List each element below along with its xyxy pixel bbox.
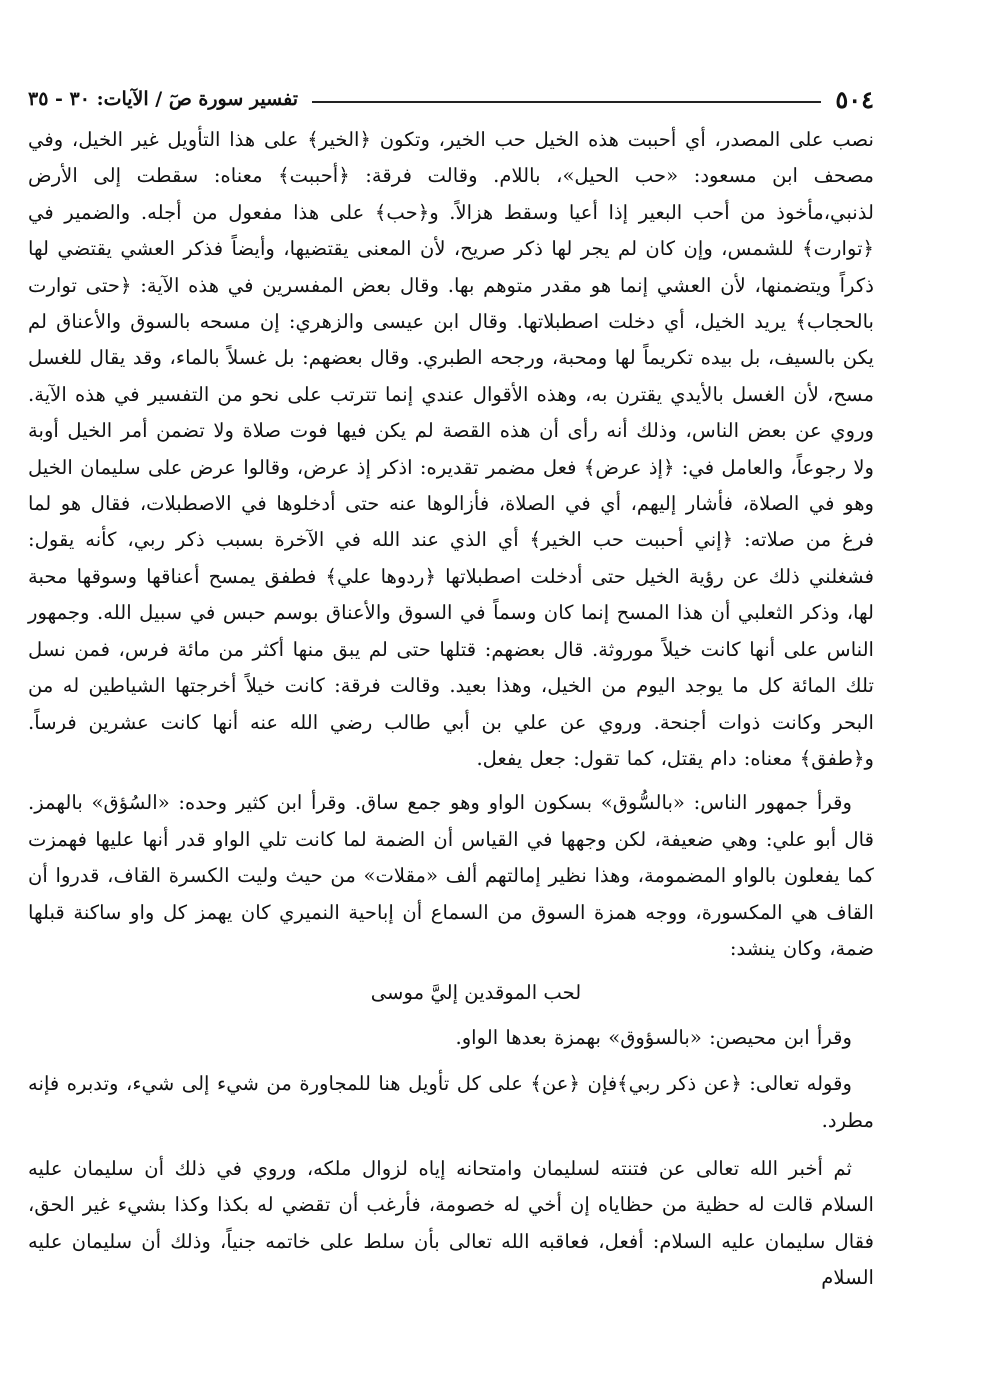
paragraph-3: وقرأ ابن محيصن: «بالسؤوق» بهمزة بعدها الواو. <box>455 1025 852 1049</box>
book-page <box>28 78 874 1297</box>
paragraph-5: ثم أخبر الله تعالى عن فتنته لسليمان وامتحانه إياه لزوال ملكه، وروي في ذلك أن سليمان عليه السلام قالت له حظية من حظاياه إن أخي له خصومة، فأرغب أن تقضي له بكذا وكذا بشيء غير الحق، فقال سليمان عليه السلام: أفعل، فعاقبه الله تعالى بأن سلط على خاتمه جنياً، وذلك أن سليمان عليه السلام <box>28 1156 874 1290</box>
paragraph-1: نصب على المصدر، أي أحببت هذه الخيل حب الخير، وتكون ﴿الخير﴾ على هذا التأويل غير الخيل، وفي مصحف ابن مسعود: «حب الحيل»، باللام. وقالت فرقة: ﴿أحببت﴾ معناه: سقطت إلى الأرض لذنبي،مأخوذ من أحب البعير إذا أعيا وسقط هزالاً. و﴿حب﴾ على هذا مفعول من أجله. والضمير في ﴿توارت﴾ للشمس، وإن كان لم يجر لها ذكر صريح، لأن المعنى يقتضيها، وأيضاً فذكر العشي يقتضي لها ذكراً ويتضمنها، لأن العشي إنما هو مقدر متوهم بها. وقال بعض المفسرين في هذه الآية: ﴿حتى توارت بالحجاب﴾ يريد الخيل، أي دخلت اصطبلاتها. وقال ابن عيسى والزهري: إن مسحه بالسوق والأعناق لم يكن بالسيف، بل بيده تكريماً لها ومحبة، ورجحه الطبري. وقال بعضهم: بل غسلاً بالماء، وقد يقال للغسل مسح، لأن الغسل بالأيدي يقترن به، وهذه الأقوال عندي إنما تترتب على نحو من التفسير في هذه الآية. وروي عن بعض الناس، وذلك أنه رأى أن هذه القصة لم يكن فيها فوت صلاة ولا تضمن أمر الخيل أوبة ولا رجوعاً، والعامل في: ﴿إذ عرض﴾ فعل مضمر تقديره: اذكر إذ عرض، وقالوا عرض على سليمان الخيل وهو في الصلاة، فأشار إليهم، أي في الصلاة، فأزالوها عنه حتى أدخلوها في الاصطبلات، فقال هو لما فرغ من صلاته: ﴿إني أحببت حب الخير﴾ أي الذي عند الله في الآخرة بسبب ذكر ربي، كأنه يقول: فشغلني ذلك عن رؤية الخيل حتى أدخلت اصطبلاتها ﴿ردوها علي﴾ فطفق يمسح أعناقها وسوقها محبة لها، وذكر الثعلبي أن هذا المسح إنما كان وسماً في السوق والأعناق بوسم حبس في سبيل الله. وجمهور الناس على أنها كانت خيلاً موروثة. قال بعضهم: قتلها حتى لم يبق منها أكثر من مائة فرس، فمن نسل تلك المائة كل ما يوجد اليوم من الخيل، وهذا بعيد. وقالت فرقة: كانت خيلاً أخرجتها الشياطين له من البحر وكانت ذوات أجنحة. وروي عن علي بن أبي طالب رضي الله عنه أنها كانت عشرين فرساً. و﴿طفق﴾ معناه: دام يقتل، كما تقول: جعل يفعل. <box>28 128 874 770</box>
poetry-verse: لحب الموقدين إليَّ موسى <box>370 981 582 1005</box>
paragraph-4: وقوله تعالى: ﴿عن ذكر ربي﴾فإن ﴿عن﴾ على كل تأويل هنا للمجاورة من شيء إلى شيء، وتدبره فإنه مطرد. <box>28 1072 874 1132</box>
running-title: تفسير سورة صٓ / الآيات: ٣٠ - ٣٥ <box>28 88 298 110</box>
paragraph-2: وقرأ جمهور الناس: «بالسُّوق» بسكون الواو وهو جمع ساق. وقرأ ابن كثير وحده: «السُؤق» بالهمز. قال أبو علي: وهي ضعيفة، لكن وجهها في القياس أن الضمة لما كانت تلي الواو قدر أنها عليها فهمزت كما يفعلون بالواو المضمومة، وهذا نظير إمالتهم ألف «مقلات» من حيث وليت الكسرة القاف، قدروا أن القاف هي المكسورة، ووجه همزة السوق من السماع أن إباحية النميري كان يهمز كل واو ساكنة قبلها ضمة، وكان ينشد: <box>28 791 874 960</box>
page-number: ٥٠٤ <box>835 84 874 114</box>
page-header <box>28 78 874 120</box>
header-rule <box>312 101 821 103</box>
